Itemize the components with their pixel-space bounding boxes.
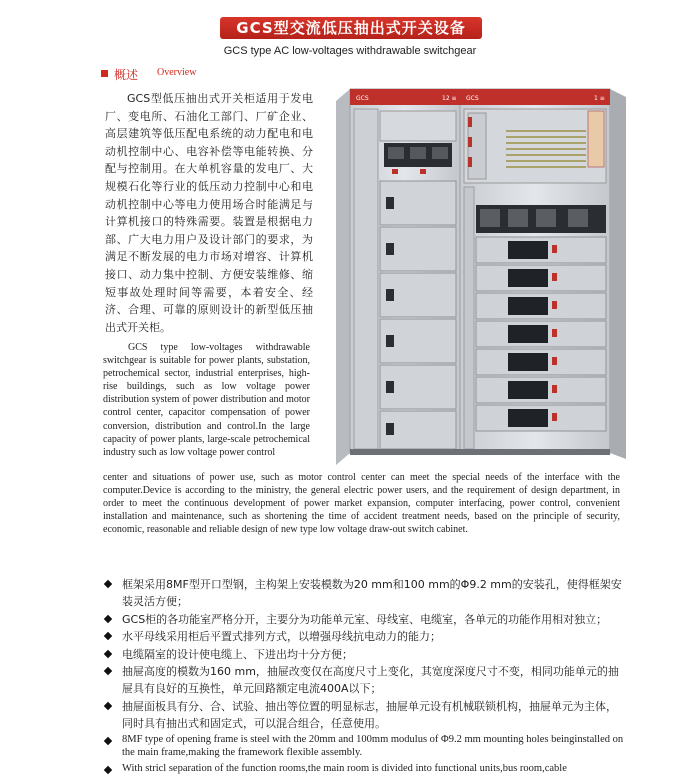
feature-list-en: [103, 733, 625, 775]
switchgear-product-image: [336, 87, 626, 466]
list-item-text: 框架采用8MF型开口型钢，主构架上安装模数为20 mm和100 mm的Φ9.2 mm的安装孔，使得框架安装灵活方便；: [122, 578, 622, 609]
overview-paragraph-cn: GCS型低压抽出式开关柜适用于发电厂、变电所、石油化工部门、厂矿企业、高层建筑等低压配电系统的动力配电和电动机控制中心、电容补偿等电能转换、分配与控制用。在大单机容量的发电厂、大规模石化等行业的低压动力控制中心和电动机控制中心等电力使用场合时能满足与计算机接口的特殊需要。装置是根据电力部、广大电力用户及设计部门的要求，为满足不断发展的电力市场对增容、计算机接口、动力集中控制、方便安装维修、缩短事故处理时间等需要，本着安全、经济、合理、可靠的原则设计的新型低压抽出式开关柜。: [105, 92, 313, 334]
page-subtitle: GCS type AC low-voltages withdrawable switchgear: [223, 45, 477, 57]
section-title-en: Overview: [157, 67, 197, 78]
list-item-text: 水平母线采用柜后平置式排列方式，以增强母线抗电动力的能力；: [122, 630, 441, 644]
list-item: [103, 663, 625, 698]
diamond-bullet-icon: [104, 615, 112, 623]
right-cabinet-model: 1 ≡: [594, 95, 605, 102]
square-bullet-icon: [101, 70, 108, 77]
diamond-bullet-icon: [104, 632, 112, 640]
list-item-text: 电缆隔室的设计使电缆上、下进出均十分方便；: [122, 647, 353, 661]
list-item: [103, 611, 625, 628]
diamond-bullet-icon: [104, 702, 112, 710]
diamond-bullet-icon: [104, 737, 112, 745]
list-item-text: 8MF type of opening frame is steel with the 20mm and 100mm modulus of Φ9.2 mm mounting holes beinginstalled on the main frame,making the framework flexible assembly.: [122, 734, 624, 758]
diamond-bullet-icon: [104, 766, 112, 774]
diamond-bullet-icon: [104, 580, 112, 588]
diamond-bullet-icon: [104, 649, 112, 657]
feature-list-cn: [103, 576, 625, 733]
list-item: [103, 628, 625, 645]
list-item: [103, 762, 625, 775]
overview-paragraph-en-column: GCS type low-voltages withdrawable switchgear is suitable for power plants, substation, petrochemical sector, industrial enterprises, high-rise buildings, such as low voltage power distribution system of power distribution and motor control center, capacitor compensation of power conversion, distribution and control.In the large capacity of power plants, large-scale petrochemical industry such as low voltage power control: [103, 342, 310, 458]
left-cabinet-brand: GCS: [356, 95, 369, 102]
overview-paragraph-en-full: center and situations of power use, such as motor control center can meet the special needs of the interface with the computer.Device is according to the ministry, the general electric power users, and the requirement of design department, in order to meet the continuous development of power market expansion, computer interfacing, power control, convenient installation and maintenance, such as shortening the time of accident treatment needs, based on the principle of security, economic, reasonable and reliable design of new type low voltage draw-out switch cabinet.: [103, 472, 620, 536]
list-item-text: 抽屉面板具有分、合、试验、抽出等位置的明显标志，抽屉单元设有机械联锁机构，抽屉单元为主体，同时具有抽出式和固定式，可以混合组合，任意使用。: [122, 699, 617, 731]
list-item-text: GCS柜的各功能室严格分开，主要分为功能单元室、母线室、电缆室，各单元的功能作用相对独立；: [122, 612, 608, 626]
page-title: GCS型交流低压抽出式开关设备: [220, 17, 482, 39]
list-item-text: 抽屉高度的模数为160 mm，抽屉改变仅在高度尺寸上变化，其宽度深度尺寸不变，相同功能单元的抽屉具有良好的互换性，单元回路额定电流400A以下；: [122, 665, 619, 696]
section-title-cn: 概述: [114, 68, 139, 82]
list-item: [103, 576, 625, 611]
list-item: [103, 698, 625, 733]
diamond-bullet-icon: [104, 667, 112, 675]
list-item: [103, 733, 625, 759]
left-cabinet-model: 12 ≡: [442, 95, 457, 102]
list-item: [103, 646, 625, 663]
list-item-text: With stricl separation of the function rooms,the main room is divided into functional units,bus room,cable: [122, 763, 567, 774]
right-cabinet-brand: GCS: [466, 95, 479, 102]
